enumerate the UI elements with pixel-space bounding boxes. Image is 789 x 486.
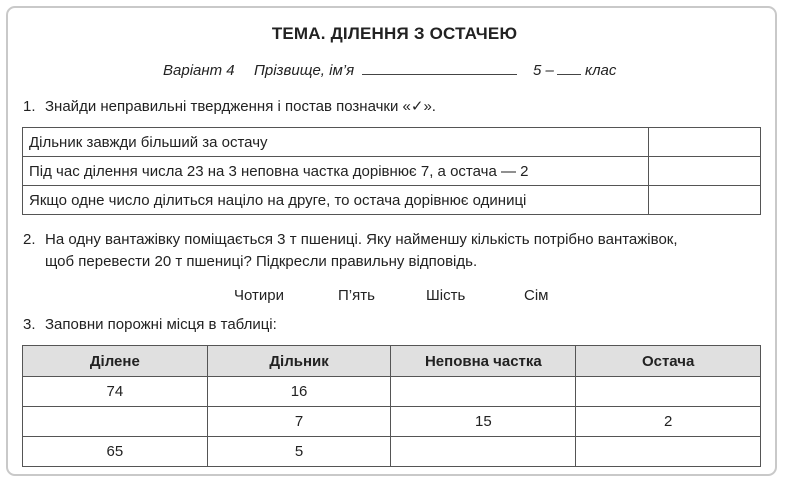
- column-header: Неповна частка: [391, 346, 576, 377]
- table-header-row: [23, 346, 761, 377]
- division-table: [22, 345, 761, 467]
- check-mark-cell[interactable]: [649, 128, 761, 157]
- table-cell[interactable]: 16: [207, 377, 391, 407]
- variant-label: Варіант 4: [163, 62, 235, 79]
- question-number: 3.: [23, 316, 36, 333]
- table-cell[interactable]: [391, 437, 576, 467]
- question-1: [23, 96, 436, 118]
- answer-option[interactable]: Сім: [524, 287, 549, 304]
- table-cell[interactable]: 74: [23, 377, 208, 407]
- table-cell[interactable]: [23, 407, 208, 437]
- table-cell[interactable]: 2: [576, 407, 761, 437]
- question-text: Знайди неправильні твердження і постав позначки «✓».: [45, 98, 436, 115]
- table-cell[interactable]: 7: [207, 407, 391, 437]
- table-cell[interactable]: [391, 377, 576, 407]
- table-row: [23, 437, 761, 467]
- question-text: Заповни порожні місця в таблиці:: [45, 316, 277, 333]
- table-cell[interactable]: 65: [23, 437, 208, 467]
- column-header: Остача: [576, 346, 761, 377]
- statement-cell: Під час ділення числа 23 на 3 неповна частка дорівнює 7, а остача — 2: [23, 157, 649, 186]
- table-cell[interactable]: 15: [391, 407, 576, 437]
- statements-table: [22, 127, 761, 215]
- worksheet-title: ТЕМА. ДІЛЕННЯ З ОСТАЧЕЮ: [271, 24, 518, 43]
- question-number: 2.: [23, 231, 36, 248]
- name-label: Прізвище, ім’я: [254, 62, 355, 79]
- question-2: [23, 229, 678, 273]
- question-text-line2: щоб перевести 20 т пшениці? Підкресли правильну відповідь.: [45, 253, 478, 270]
- table-cell[interactable]: 5: [207, 437, 391, 467]
- table-row: [23, 157, 761, 186]
- answer-option[interactable]: П’ять: [338, 287, 375, 304]
- check-mark-cell[interactable]: [649, 157, 761, 186]
- class-field[interactable]: [557, 62, 581, 79]
- column-header: Дільник: [207, 346, 391, 377]
- table-cell[interactable]: [576, 437, 761, 467]
- table-row: [23, 407, 761, 437]
- column-header: Ділене: [23, 346, 208, 377]
- name-field[interactable]: [362, 62, 517, 79]
- statement-cell: Дільник завжди більший за остачу: [23, 128, 649, 157]
- statement-cell: Якщо одне число ділиться націло на друге, то остача дорівнює одиниці: [23, 186, 649, 215]
- table-row: [23, 186, 761, 215]
- question-number: 1.: [23, 98, 36, 115]
- table-cell[interactable]: [576, 377, 761, 407]
- question-text-line1: На одну вантажівку поміщається 3 т пшениці. Яку найменшу кількість потрібно вантажівок,: [45, 231, 678, 248]
- answer-option[interactable]: Шість: [426, 287, 466, 304]
- check-mark-cell[interactable]: [649, 186, 761, 215]
- answer-option[interactable]: Чотири: [234, 287, 284, 304]
- table-row: [23, 128, 761, 157]
- class-label: клас: [585, 62, 617, 79]
- table-row: [23, 377, 761, 407]
- class-prefix: 5 –: [533, 62, 554, 79]
- question-3: [23, 314, 277, 336]
